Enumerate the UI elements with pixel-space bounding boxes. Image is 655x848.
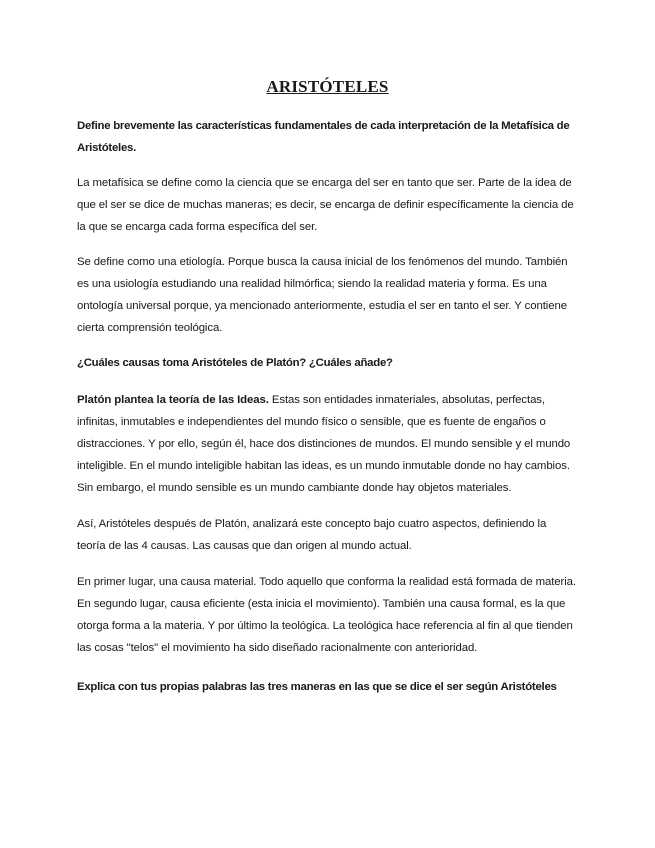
- question-2: ¿Cuáles causas toma Aristóteles de Platón? ¿Cuáles añade?: [77, 357, 393, 369]
- paragraph-2: Se define como una etiología. Porque busca la causa inicial de los fenómenos del mundo. También es una usiología estudiando una realidad hilmórfica; siendo la realidad materia y forma. Es una ontología universal porque, ya mencionado anteriormente, estudia el ser en tanto el ser. Y contiene cierta comprensión teológica.: [77, 256, 568, 334]
- question-1: Define brevemente las características fundamentales de cada interpretación de la Metafísica de Aristóteles.: [77, 120, 570, 154]
- question-3: Explica con tus propias palabras las tres maneras en las que se dice el ser según Aristóteles: [77, 681, 557, 693]
- paragraph-3-body: Estas son entidades inmateriales, absolutas, perfectas, infinitas, inmutables e independientes del mundo físico o sensible, que es fuente de engaños o distracciones. Y por ello, según él, hace dos distinciones de mundos. El mundo sensible y el mundo inteligible. En el mundo inteligible habitan las ideas, es un mundo inmutable donde no hay cambios. Sin embargo, el mundo sensible es un mundo cambiante donde hay objetos materiales.: [77, 394, 571, 494]
- paragraph-5: En primer lugar, una causa material. Todo aquello que conforma la realidad está formada de materia. En segundo lugar, causa eficiente (esta inicia el movimiento). También una causa formal, es la que otorga forma a la materia. Y por último la teológica. La teológica hace referencia al fin al que tienden las cosas "telos" el movimiento ha sido diseñado racionalmente con anterioridad.: [77, 576, 576, 654]
- paragraph-4: Así, Aristóteles después de Platón, analizará este concepto bajo cuatro aspectos, definiendo la teoría de las 4 causas. Las causas que dan origen al mundo actual.: [77, 518, 547, 552]
- paragraph-1: La metafísica se define como la ciencia que se encarga del ser en tanto que ser. Parte de la idea de que el ser se dice de muchas maneras; es decir, se encarga de definir específicamente la ciencia de la que se encarga cada forma específica del ser.: [77, 177, 574, 233]
- paragraph-3-lead: Platón plantea la teoría de las Ideas.: [77, 394, 269, 406]
- page-title: ARISTÓTELES: [266, 77, 389, 96]
- paragraph-3: [77, 389, 577, 499]
